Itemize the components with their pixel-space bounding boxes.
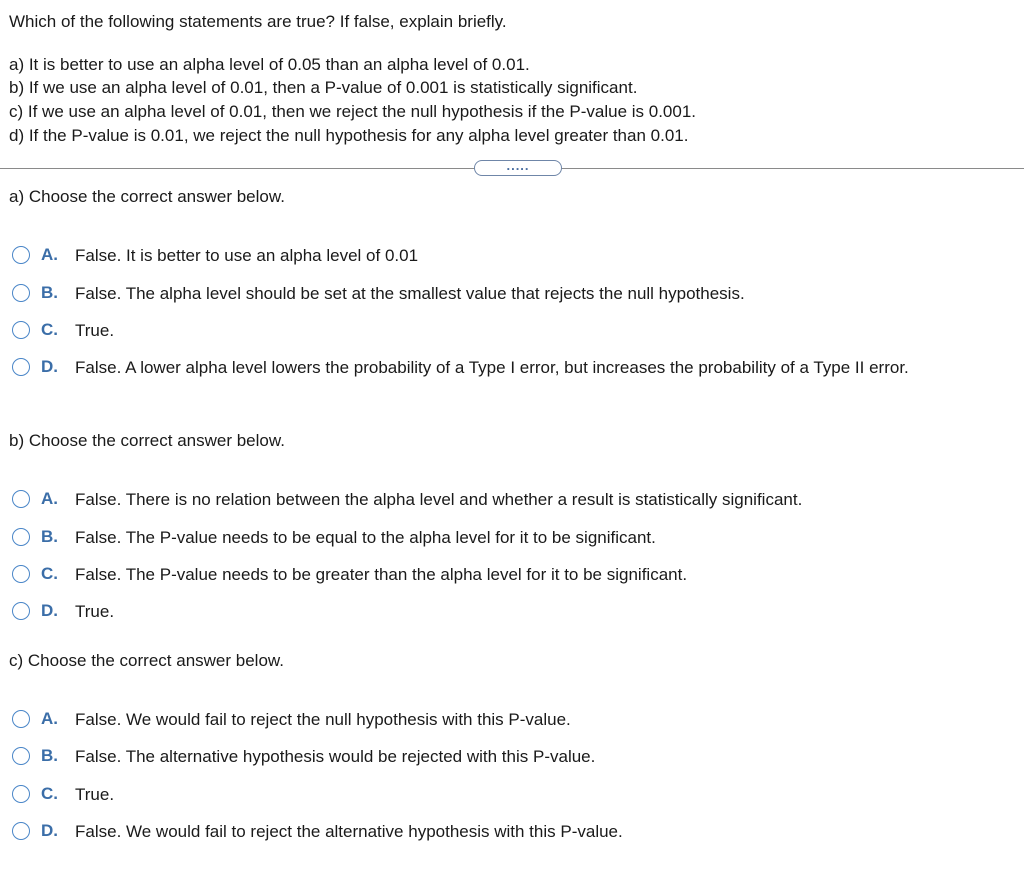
option-text: False. The alternative hypothesis would be rejected with this P-value. (75, 747, 596, 766)
option-letter: C. (41, 784, 58, 803)
option-text: False. The P-value needs to be greater than the alpha level for it to be significant. (75, 565, 688, 584)
option-letter: A. (41, 709, 58, 728)
radio-button[interactable] (12, 321, 30, 339)
option-letter: D. (41, 601, 58, 620)
option-letter: B. (41, 746, 58, 765)
option-text: False. The alpha level should be set at the smallest value that rejects the null hypothesis. (75, 284, 745, 303)
option-text: False. It is better to use an alpha level of 0.01 (75, 246, 419, 265)
expand-question-button[interactable] (474, 160, 562, 176)
statement-b: b) If we use an alpha level of 0.01, then a P-value of 0.001 is statistically significant. (9, 78, 638, 97)
option-letter: A. (41, 245, 58, 264)
statement-a: a) It is better to use an alpha level of 0.05 than an alpha level of 0.01. (9, 55, 530, 74)
option-text: True. (75, 321, 115, 340)
radio-button[interactable] (12, 490, 30, 508)
radio-button[interactable] (12, 822, 30, 840)
option-letter: A. (41, 489, 58, 508)
option-letter: B. (41, 283, 58, 302)
option-letter: D. (41, 821, 58, 840)
part-a-prompt: a) Choose the correct answer below. (9, 187, 285, 206)
radio-button[interactable] (12, 710, 30, 728)
option-text: False. There is no relation between the alpha level and whether a result is statistically significant. (75, 490, 803, 509)
option-letter: C. (41, 564, 58, 583)
option-text: True. (75, 785, 115, 804)
radio-button[interactable] (12, 602, 30, 620)
option-text: False. The P-value needs to be equal to the alpha level for it to be significant. (75, 528, 656, 547)
radio-button[interactable] (12, 785, 30, 803)
option-text: False. We would fail to reject the null hypothesis with this P-value. (75, 710, 571, 729)
question-title: Which of the following statements are true? If false, explain briefly. (9, 12, 507, 31)
radio-button[interactable] (12, 358, 30, 376)
option-text: False. A lower alpha level lowers the probability of a Type I error, but increases the probability of a Type II error. (75, 358, 909, 377)
option-letter: C. (41, 320, 58, 339)
statement-c: c) If we use an alpha level of 0.01, then we reject the null hypothesis if the P-value is 0.001. (9, 102, 697, 121)
radio-button[interactable] (12, 528, 30, 546)
radio-button[interactable] (12, 747, 30, 765)
statement-d: d) If the P-value is 0.01, we reject the null hypothesis for any alpha level greater than 0.01. (9, 126, 689, 145)
option-text: True. (75, 602, 115, 621)
radio-button[interactable] (12, 284, 30, 302)
option-text: False. We would fail to reject the alternative hypothesis with this P-value. (75, 822, 623, 841)
option-letter: D. (41, 357, 58, 376)
radio-button[interactable] (12, 565, 30, 583)
option-letter: B. (41, 527, 58, 546)
radio-button[interactable] (12, 246, 30, 264)
part-c-prompt: c) Choose the correct answer below. (9, 651, 284, 670)
more-dots-icon: ..... (506, 158, 530, 173)
part-b-prompt: b) Choose the correct answer below. (9, 431, 285, 450)
